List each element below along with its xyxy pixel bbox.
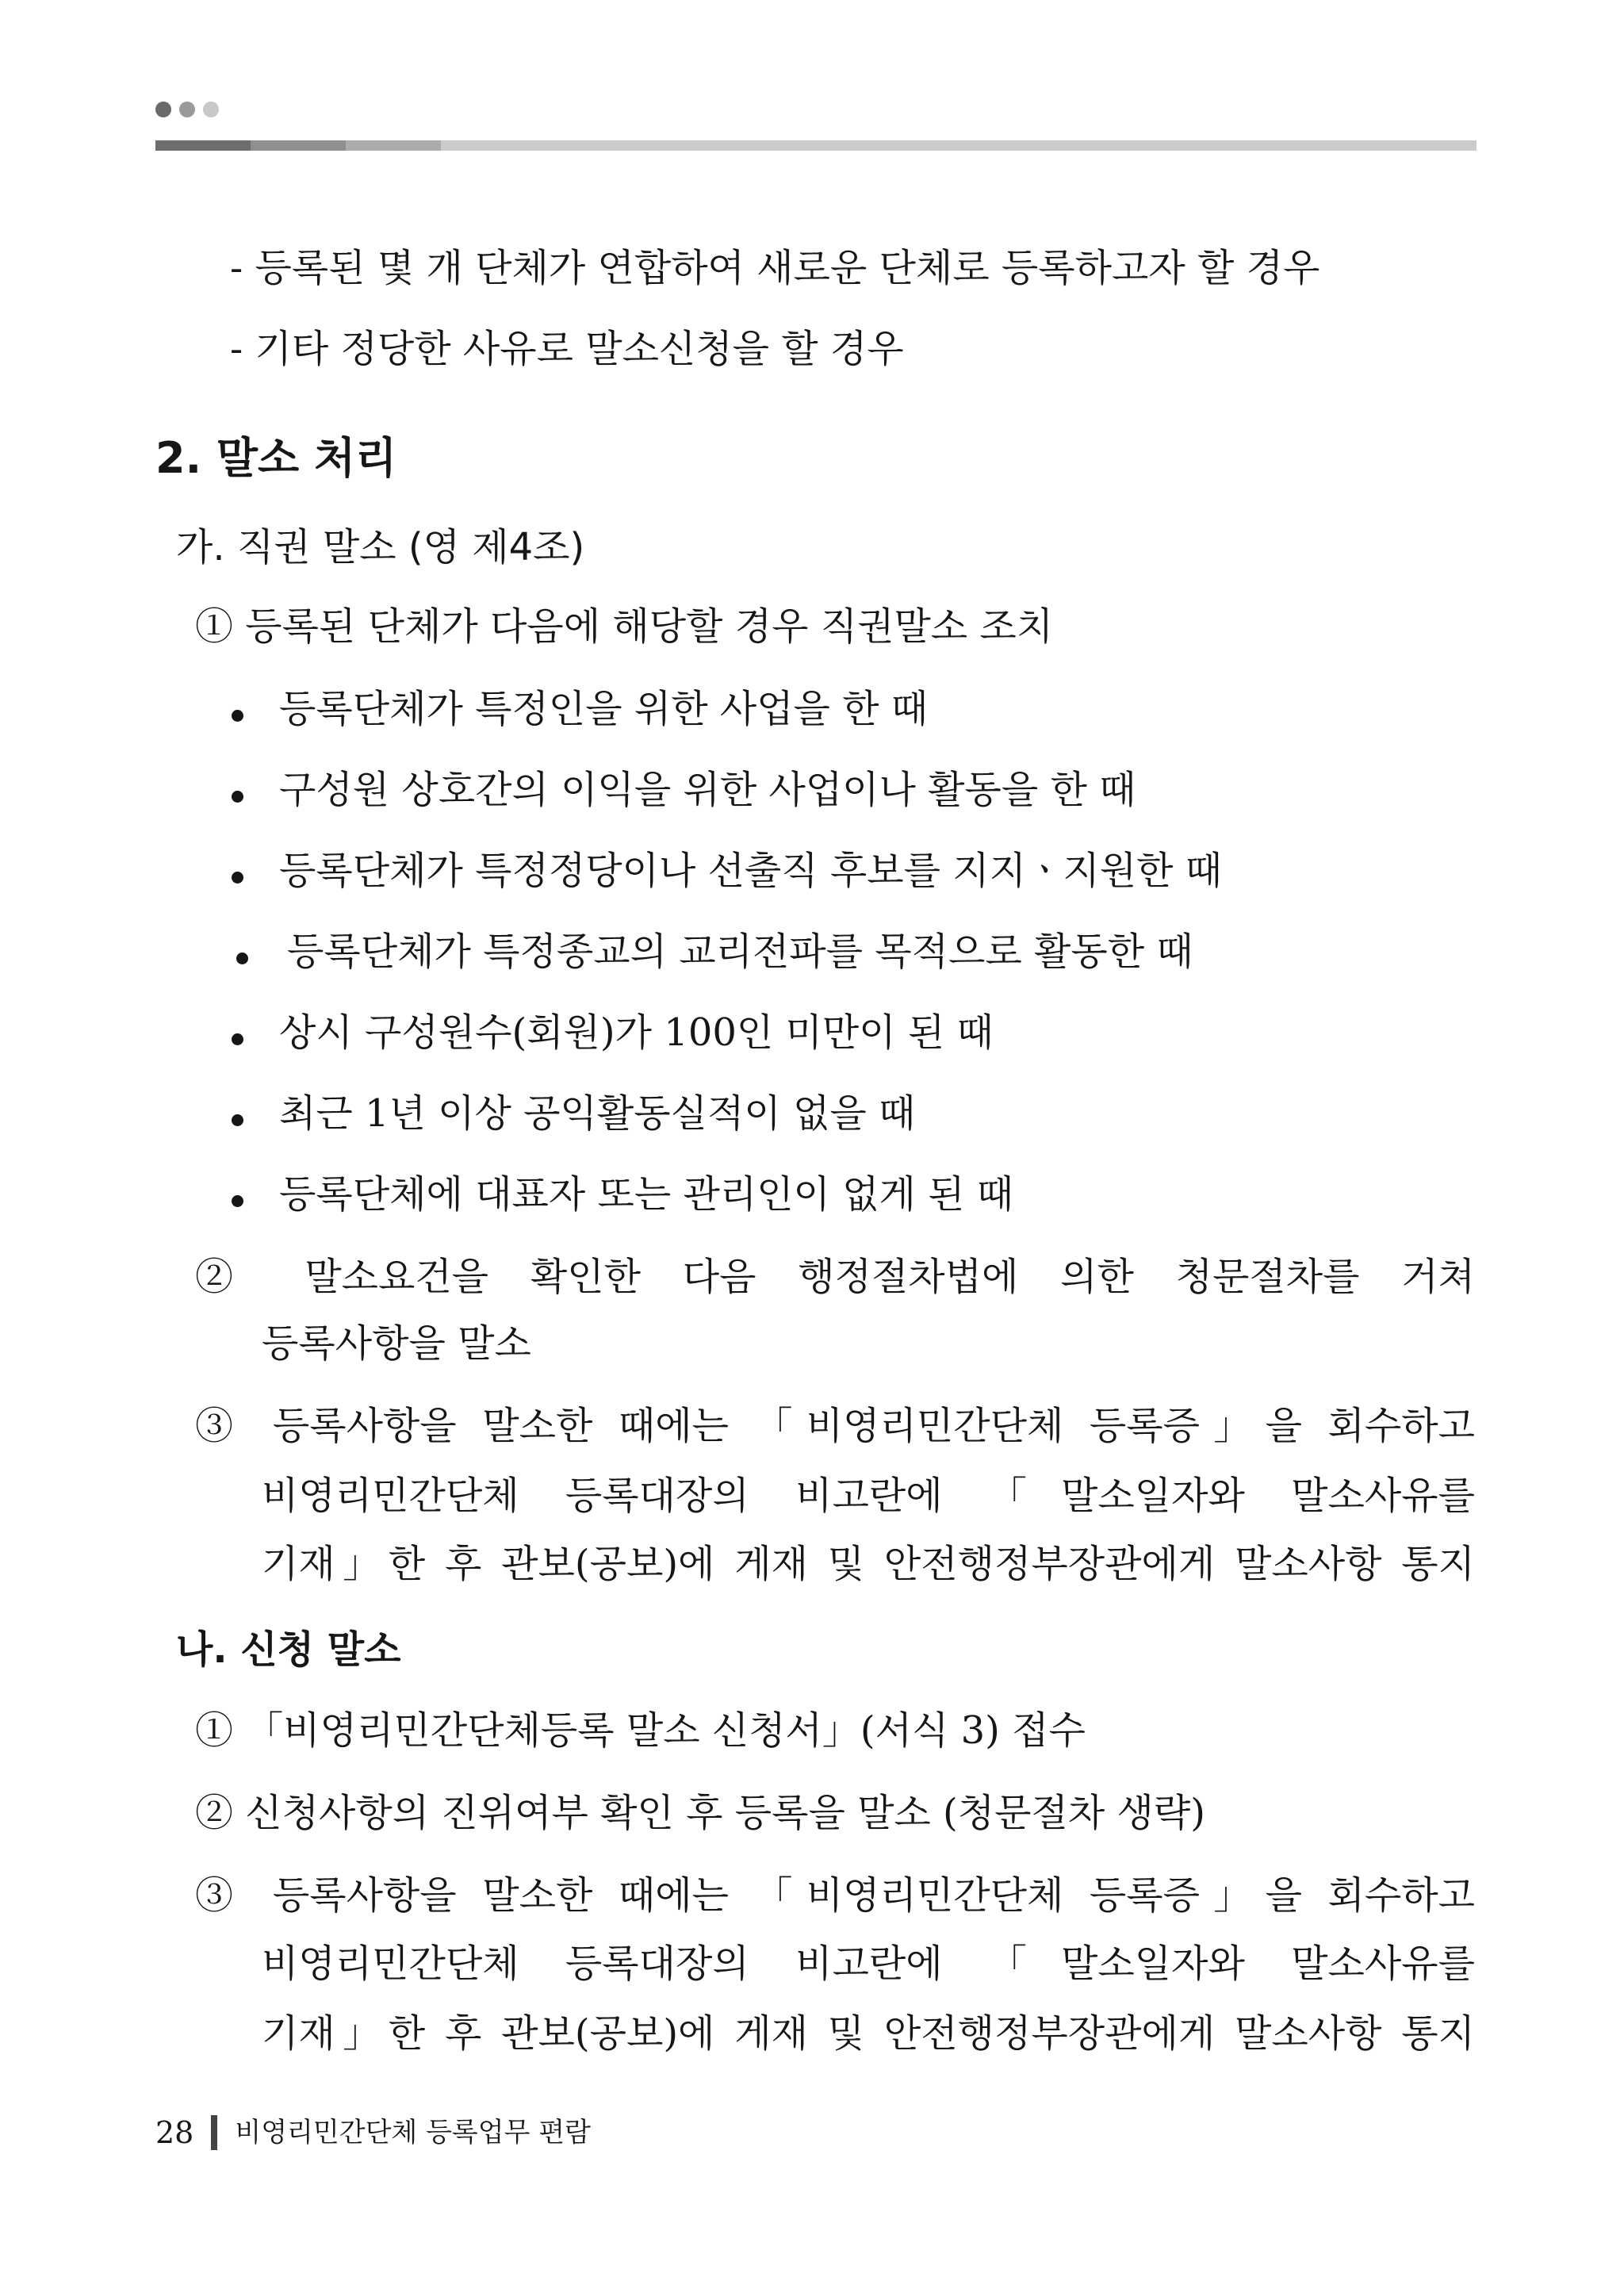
footer-book-title: 비영리민간단체 등록업무 편람 (235, 2117, 591, 2148)
header-rule-segment-3 (346, 140, 441, 151)
sub-a-item-2-line-2: 등록사항을 말소 (262, 1321, 531, 1366)
sub-b-item-3-line-3: 기재」한 후 관보(공보)에 게재 및 안전행정부장관에게 말소사항 통지 (262, 2011, 1475, 2056)
header-rule-segment-2 (251, 140, 346, 151)
sub-a-item-1: ① 등록된 단체가 다음에 해당할 경우 직권말소 조치 (195, 604, 1054, 649)
footer-divider (211, 2115, 217, 2150)
bullet-item-7: 등록단체에 대표자 또는 관리인이 없게 된 때 (279, 1172, 1014, 1217)
bullet-5-dot (232, 1033, 243, 1045)
bullet-item-6: 최근 1년 이상 공익활동실적이 없을 때 (279, 1091, 916, 1136)
header-rule (155, 140, 1477, 151)
page-number: 28 (155, 2115, 194, 2150)
sub-b-item-3-line-1: ③ 등록사항을 말소한 때에는 「비영리민간단체 등록증」을 회수하고 (195, 1873, 1475, 1918)
bullet-item-2: 구성원 상호간의 이익을 위한 사업이나 활동을 한 때 (279, 768, 1136, 812)
header-dot-1 (155, 102, 171, 117)
sub-a-item-3-line-2: 비영리민간단체 등록대장의 비고란에 「말소일자와 말소사유를 (262, 1474, 1475, 1518)
bullet-1-dot (232, 710, 243, 722)
intro-item-1: - 등록된 몇 개 단체가 연합하여 새로운 단체로 등록하고자 할 경우 (230, 246, 1320, 290)
section-heading: 2. 말소 처리 (155, 433, 397, 483)
sub-b-item-1: ① 「비영리민간단체등록 말소 신청서」(서식 3) 접수 (195, 1708, 1086, 1753)
subsection-b-heading: 나. 신청 말소 (176, 1627, 401, 1672)
bullet-item-4: 등록단체가 특정종교의 교리전파를 목적으로 활동한 때 (287, 930, 1193, 974)
sub-a-item-2-line-1: ② 말소요건을 확인한 다음 행정절차법에 의한 청문절차를 거쳐 (195, 1255, 1475, 1299)
intro-item-2: - 기타 정당한 사유로 말소신청을 할 경우 (230, 327, 904, 371)
sub-b-item-3-line-2: 비영리민간단체 등록대장의 비고란에 「말소일자와 말소사유를 (262, 1941, 1475, 1986)
header-dot-3 (203, 102, 219, 117)
bullet-item-3: 등록단체가 특정정당이나 선출직 후보를 지지ㆍ지원한 때 (279, 849, 1223, 893)
sub-b-item-2: ② 신청사항의 진위여부 확인 후 등록을 말소 (청문절차 생략) (195, 1791, 1205, 1835)
page-footer (155, 2113, 591, 2152)
bullet-2-dot (232, 791, 243, 803)
header-rule-segment-1 (155, 140, 251, 151)
sub-a-item-3-line-3: 기재」한 후 관보(공보)에 게재 및 안전행정부장관에게 말소사항 통지 (262, 1542, 1475, 1586)
header-dot-2 (179, 102, 195, 117)
sub-a-item-3-line-1: ③ 등록사항을 말소한 때에는 「비영리민간단체 등록증」을 회수하고 (195, 1404, 1475, 1448)
header-dots (155, 102, 219, 117)
bullet-item-1: 등록단체가 특정인을 위한 사업을 한 때 (279, 687, 929, 731)
bullet-7-dot (232, 1195, 243, 1207)
bullet-6-dot (232, 1114, 243, 1126)
bullet-item-5: 상시 구성원수(회원)가 100인 미만이 된 때 (279, 1010, 994, 1055)
bullet-3-dot (232, 872, 243, 884)
subsection-a-heading: 가. 직권 말소 (영 제4조) (176, 525, 585, 569)
bullet-4-dot (236, 953, 248, 964)
header-rule-segment-4 (441, 140, 1477, 151)
